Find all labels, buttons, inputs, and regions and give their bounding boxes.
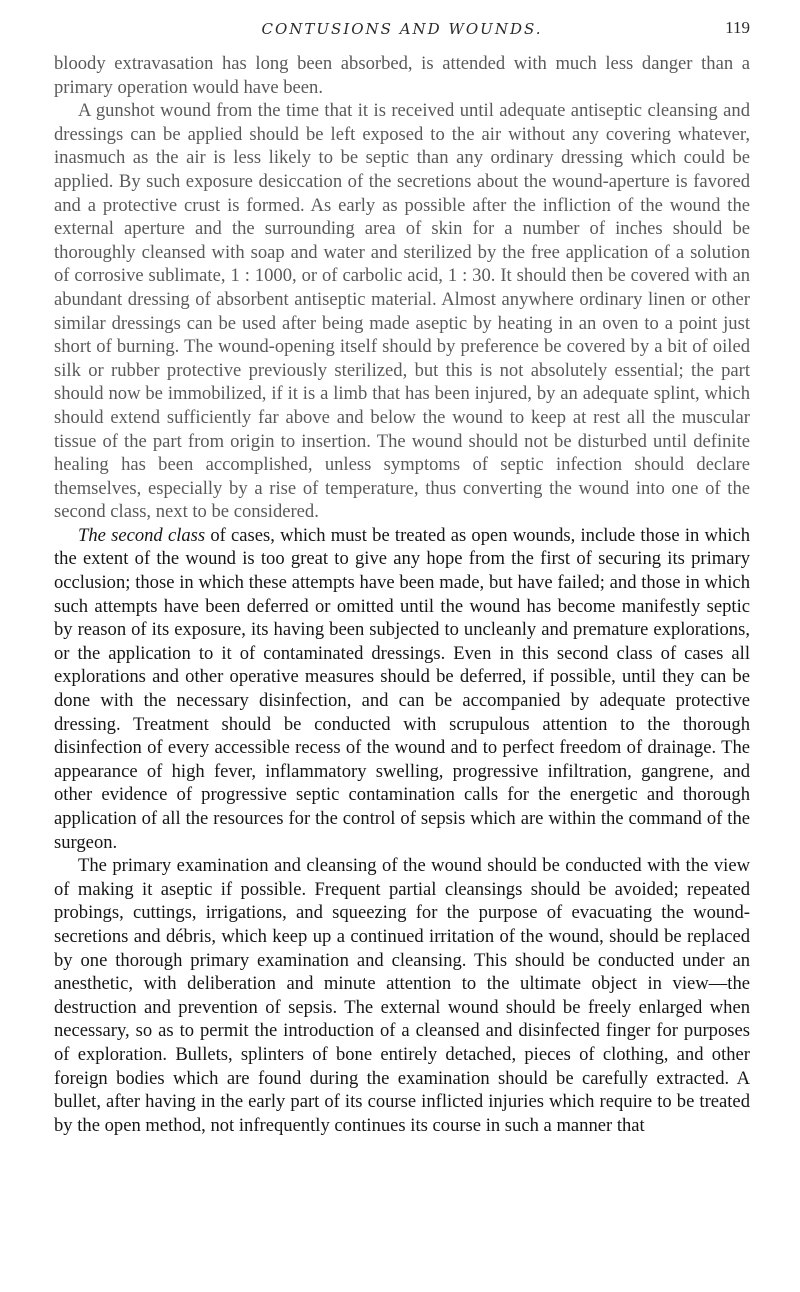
paragraph-text: bloody extravasation has long been absorbed, is attended with much less danger than a primary operation would have been. [54,53,750,98]
paragraph-3 [54,524,750,854]
paragraph-1 [54,52,750,99]
paragraph-lead-italic: The second class [78,524,206,546]
paragraph-text: The primary examination and cleansing of the wound should be conducted with the view of making it aseptic if possible. Frequent partial cleansings should be avoided; repeated probings, cuttings, irrigations, and squeezing for the purpose of evacuating the wound-secretions and débris, which keep up a continued irritation of the wound, should be replaced by one thorough primary examination and cleansing. This should be conducted under an anesthetic, with deliberation and minute attention to the ultimate object in view—the destruction and prevention of sepsis. The external wound should be freely enlarged when necessary, so as to permit the introduction of a cleansed and disinfected finger for purposes of exploration. Bullets, splinters of bone entirely detached, pieces of clothing, and other foreign bodies which are found during the examination should be carefully extracted. A bullet, after having in the early part of its course inflicted injuries which require to be treated by the open method, not infrequently continues its course in such a manner that [54,855,750,1136]
paragraph-2 [54,99,750,524]
running-title: CONTUSIONS AND WOUNDS. [261,20,543,38]
paragraph-4 [54,854,750,1137]
body-text [54,52,750,1137]
running-head [54,0,750,52]
page-number: 119 [725,18,750,37]
paragraph-text: A gunshot wound from the time that it is received until adequate antiseptic cleansing and dressings can be applied should be left exposed to the air without any covering whatever, inasmuch as the air is less likely to be septic than any ordinary dressing which could be applied. By such exposure desiccation of the secretions about the wound-aperture is favored and a protective crust is formed. As early as possible after the infliction of the wound the external aperture and the surrounding area of skin for a number of inches should be thoroughly cleansed with soap and water and sterilized by the free application of a solution of corrosive sublimate, 1 : 1000, or of carbolic acid, 1 : 30. It should then be covered with an abundant dressing of absorbent antiseptic material. Almost anywhere ordinary linen or other similar dressings can be used after being made aseptic by heating in an oven to a point just short of burning. The wound-opening itself should by preference be covered by a bit of oiled silk or rubber protective previously sterilized, but this is not absolutely essential; the part should now be immobilized, if it is a limb that has been injured, by an adequate splint, which should extend sufficiently far above and below the wound to keep at rest all the muscular tissue of the part from origin to insertion. The wound should not be disturbed until definite healing has been accomplished, unless symptoms of septic infection should declare themselves, especially by a rise of temperature, thus converting the wound into one of the second class, next to be considered. [54,100,750,523]
paragraph-text: of cases, which must be treated as open wounds, include those in which the extent of the wound is too great to give any hope from the first of securing its primary occlusion; those in which these attempts have been made, but have failed; and those in which such attempts have been deferred or omitted until the wound has become manifestly septic by reason of its exposure, its having been subjected to uncleanly and premature explorations, or the application to it of contaminated dressings. Even in this second class of cases all explorations and other operative measures should be deferred, if possible, until they can be done with the necessary disinfection, and can be accompanied by adequate protective dressing. Treatment should be conducted with scrupulous attention to the thorough disinfection of every accessible recess of the wound and to perfect freedom of drainage. The appearance of high fever, inflammatory swelling, progressive infiltration, gangrene, and other evidence of progressive septic contamination calls for the energetic and thorough application of all the resources for the control of sepsis which are within the command of the surgeon. [54,524,750,853]
